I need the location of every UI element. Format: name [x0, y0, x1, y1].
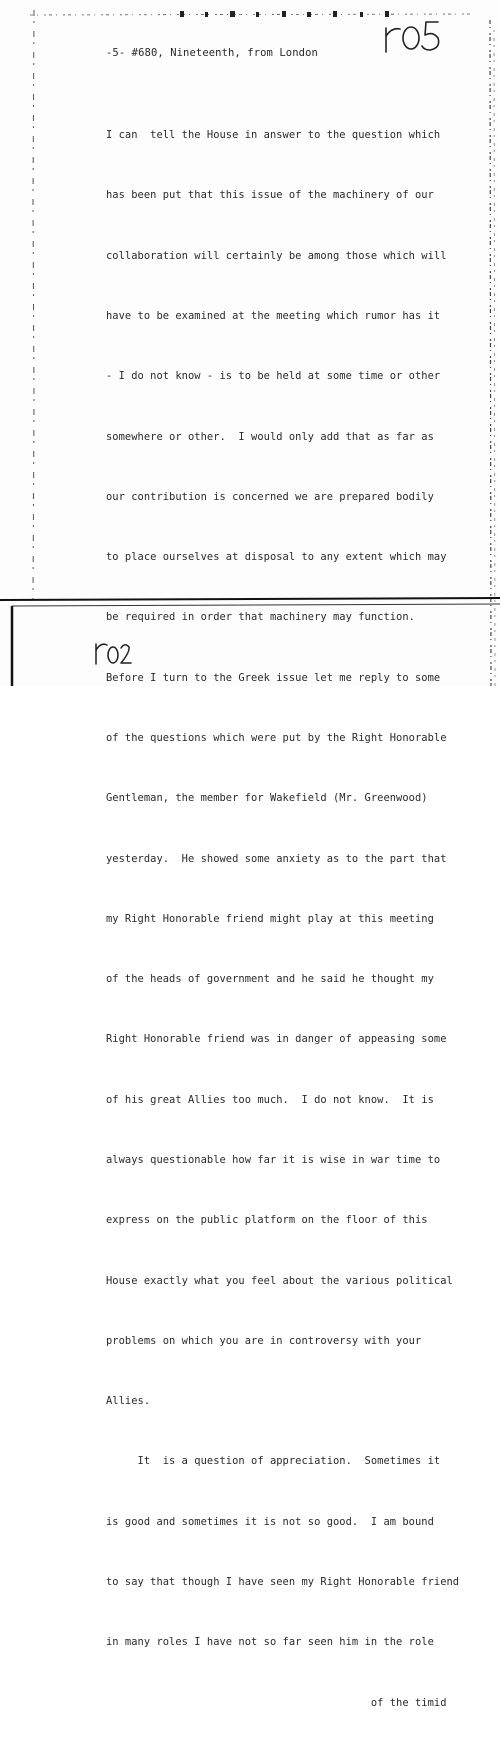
text-line: Allies. — [106, 1395, 151, 1408]
handwritten-footer-mark — [92, 638, 134, 668]
text-line: problems on which you are in controversy with your — [106, 1334, 422, 1347]
text-line: have to be examined at the meeting which rumor has it — [106, 310, 441, 323]
text-line: - I do not know - is to be held at some time or other — [106, 370, 441, 383]
text-line: It is a question of appreciation. Sometimes it — [106, 1455, 441, 1468]
text-line: of the heads of government and he said he thought my — [106, 973, 434, 986]
right-edge-scan-artifact — [478, 0, 500, 686]
text-line: yesterday. He showed some anxiety as to the part that — [106, 852, 447, 865]
text-line: express on the public platform on the floor of this — [106, 1214, 428, 1227]
text-line: to say that though I have seen my Right Honorable friend — [106, 1575, 460, 1588]
document-header: -5- #680, Nineteenth, from London — [106, 47, 318, 59]
text-line: Before I turn to the Greek issue let me reply to some — [106, 671, 441, 684]
document-body — [106, 85, 478, 1753]
text-line: has been put that this issue of the machinery of our — [106, 189, 434, 202]
text-line: I can tell the House in answer to the question which — [106, 129, 441, 142]
text-line: be required in order that machinery may function. — [106, 611, 415, 624]
text-line: our contribution is concerned we are prepared bodily — [106, 490, 434, 503]
text-line: somewhere or other. I would only add that as far as — [106, 430, 434, 443]
text-line: always questionable how far it is wise in war time to — [106, 1153, 441, 1166]
text-line: in many roles I have not so far seen him in the role — [106, 1636, 434, 1649]
text-line: Right Honorable friend was in danger of appeasing some — [106, 1033, 447, 1046]
text-line: of his great Allies too much. I do not know. It is — [106, 1093, 434, 1106]
text-line: my Right Honorable friend might play at this meeting — [106, 912, 434, 925]
text-line: of the timid — [106, 1696, 447, 1709]
text-line: House exactly what you feel about the various political — [106, 1274, 453, 1287]
text-line: of the questions which were put by the Right Honorable — [106, 732, 447, 744]
text-line: Gentleman, the member for Wakefield (Mr. Greenwood) — [106, 792, 428, 805]
text-line: collaboration will certainly be among those which will — [106, 249, 447, 262]
text-line: to place ourselves at disposal to any extent which may — [106, 551, 447, 564]
handwritten-page-mark — [378, 16, 448, 56]
left-edge-scan-artifact — [0, 0, 38, 686]
text-line: is good and sometimes it is not so good. I am bound — [106, 1515, 434, 1528]
